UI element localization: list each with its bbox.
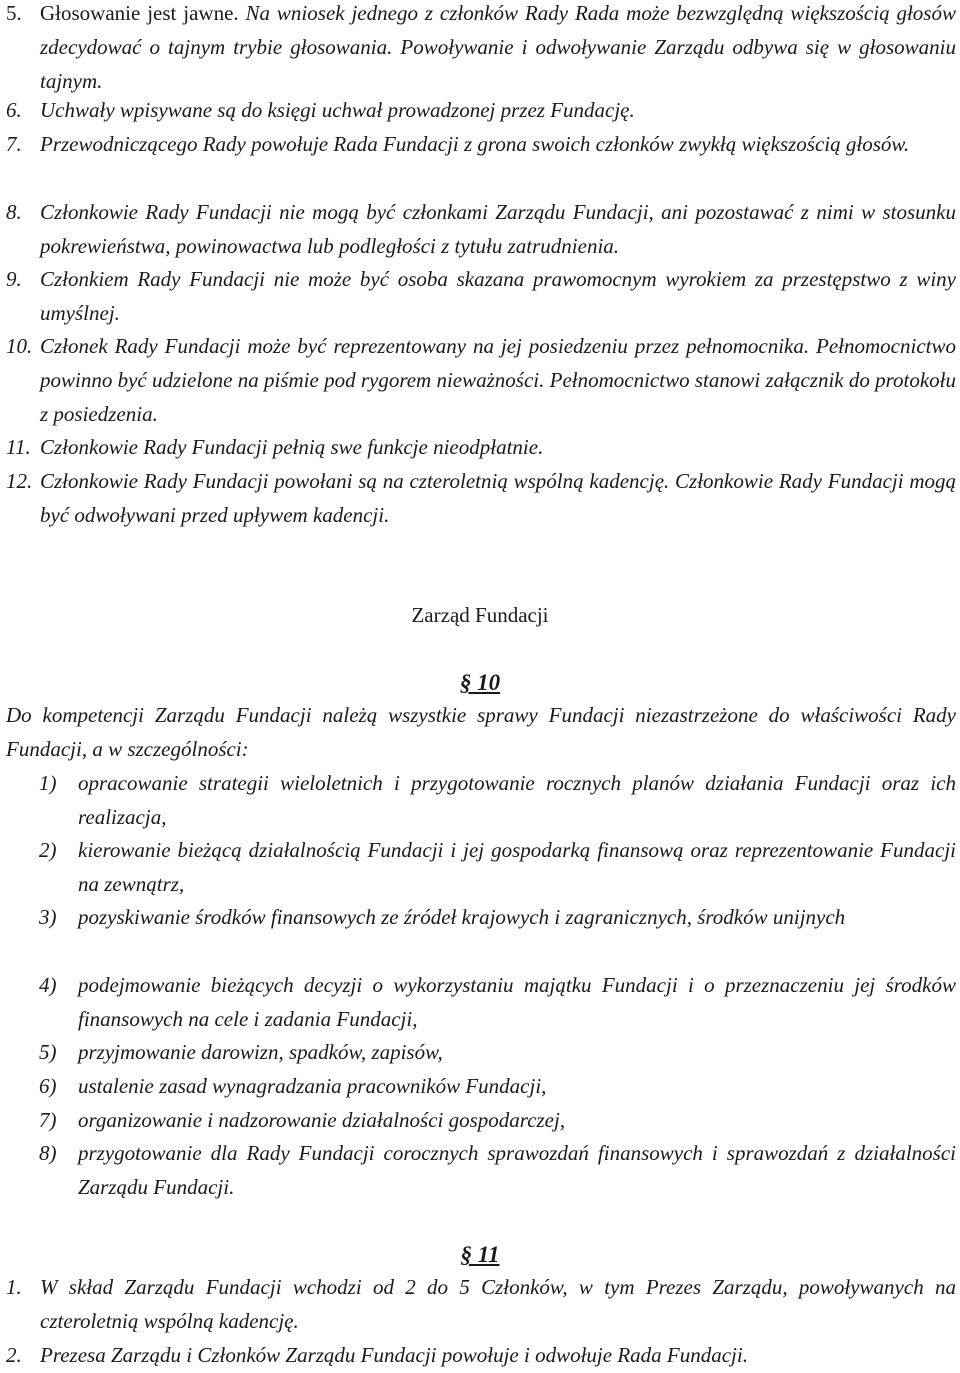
list-item-text: kierowanie bieżącą działalnością Fundacji i jej gospodarką finansową oraz reprezentowanie Fundacji na zewnątrz, bbox=[78, 838, 956, 896]
paragraph-10 bbox=[6, 330, 956, 431]
section-10-intro bbox=[6, 699, 956, 767]
section-heading: Zarząd Fundacji bbox=[411, 603, 549, 627]
list-item bbox=[6, 969, 956, 1037]
paragraph-7 bbox=[6, 128, 956, 162]
list-item-text: ustalenie zasad wynagradzania pracowników Fundacji, bbox=[78, 1074, 547, 1098]
paragraph-text: Głosowanie jest jawne. bbox=[40, 1, 246, 25]
paragraph-text-italic: Na wniosek jednego z członków Rady Rada może bezwzględną większością głosów zdecydować o tajnym trybie głosowania. bbox=[40, 1, 956, 59]
list-item-text: podejmowanie bieżących decyzji o wykorzystaniu majątku Fundacji i o przeznaczeniu jej środków finansowych na cele i zadania Fundacji, bbox=[78, 973, 956, 1031]
section-number-11: § 11 bbox=[460, 1242, 500, 1267]
paragraph-text: Członkowie Rady Fundacji pełnią swe funkcje nieodpłatnie. bbox=[40, 435, 544, 459]
paragraph-number: 1. bbox=[6, 1275, 22, 1299]
section-11-point-2 bbox=[6, 1339, 956, 1373]
paragraph-text: Członkowie Rady Fundacji powołani są na czteroletnią wspólną kadencję. Członkowie Rady Fundacji mogą być odwoływani przed upływem kadencji. bbox=[40, 469, 956, 527]
paragraph-number: 11. bbox=[6, 435, 31, 459]
paragraph-number: 12. bbox=[6, 469, 33, 493]
list-item-number: 6) bbox=[39, 1074, 57, 1098]
list-item-number: 4) bbox=[39, 973, 57, 997]
list-item-number: 3) bbox=[39, 905, 57, 929]
paragraph-number: 5. bbox=[6, 1, 22, 25]
list-item-number: 7) bbox=[39, 1108, 57, 1132]
list-item-number: 8) bbox=[39, 1141, 57, 1165]
paragraph-number: 8. bbox=[6, 200, 22, 224]
paragraph-11 bbox=[6, 431, 956, 465]
paragraph-text: Uchwały wpisywane są do księgi uchwał prowadzonej przez Fundację. bbox=[40, 98, 635, 122]
paragraph-text: Do kompetencji Zarządu Fundacji należą wszystkie sprawy Fundacji niezastrzeżone do właściwości Rady Fundacji, a w szczególności: bbox=[6, 703, 956, 761]
list-item bbox=[6, 767, 956, 835]
paragraph-text: Członek Rady Fundacji może być reprezentowany na jej posiedzeniu przez pełnomocnika. Pełnomocnictwo powinno być udzielone na piśmie pod rygorem nieważności. Pełnomocnictwo stanowi załącznik do protokołu z posiedzenia. bbox=[40, 334, 956, 426]
list-item-number: 2) bbox=[39, 838, 57, 862]
list-item-number: 1) bbox=[39, 771, 57, 795]
list-item bbox=[6, 1137, 956, 1205]
list-item bbox=[6, 834, 956, 902]
list-item-text: organizowanie i nadzorowanie działalności gospodarczej, bbox=[78, 1108, 566, 1132]
list-item-text: pozyskiwanie środków finansowych ze źródeł krajowych i zagranicznych, środków unijnych bbox=[78, 905, 846, 929]
paragraph-6 bbox=[6, 94, 956, 128]
section-11-point-1 bbox=[6, 1271, 956, 1339]
paragraph-9 bbox=[6, 263, 956, 331]
list-item bbox=[6, 1070, 956, 1104]
paragraph-text: Członkiem Rady Fundacji nie może być osoba skazana prawomocnym wyrokiem za przestępstwo z winy umyślnej. bbox=[40, 267, 956, 325]
paragraph-text-italic: Powoływanie i odwoływanie Zarządu odbywa się w głosowaniu tajnym. bbox=[40, 34, 956, 93]
list-item-text: przygotowanie dla Rady Fundacji corocznych sprawozdań finansowych i sprawozdań z działalności Zarządu Fundacji. bbox=[78, 1141, 956, 1199]
list-item bbox=[6, 901, 956, 935]
section-number-10: § 10 bbox=[459, 670, 501, 695]
paragraph-number: 6. bbox=[6, 98, 22, 122]
paragraph-text: W skład Zarządu Fundacji wchodzi od 2 do 5 Członków, w tym Prezes Zarządu, powoływanych na czteroletnią wspólną kadencję. bbox=[40, 1275, 956, 1333]
paragraph-number: 10. bbox=[6, 334, 33, 358]
list-item bbox=[6, 1104, 956, 1138]
list-item-number: 5) bbox=[39, 1040, 57, 1064]
paragraph-8 bbox=[6, 196, 956, 264]
paragraph-12 bbox=[6, 465, 956, 533]
paragraph-number: 2. bbox=[6, 1343, 22, 1367]
list-item-text: opracowanie strategii wieloletnich i przygotowanie rocznych planów działania Fundacji oraz ich realizacja, bbox=[78, 771, 956, 829]
paragraph-text: Przewodniczącego Rady powołuje Rada Fundacji z grona swoich członków zwykłą większością głosów. bbox=[40, 132, 910, 156]
list-item-text: przyjmowanie darowizn, spadków, zapisów, bbox=[78, 1040, 443, 1064]
paragraph-number: 9. bbox=[6, 267, 22, 291]
paragraph-number: 7. bbox=[6, 132, 22, 156]
paragraph-text: Prezesa Zarządu i Członków Zarządu Fundacji powołuje i odwołuje Rada Fundacji. bbox=[40, 1343, 748, 1367]
paragraph-5 bbox=[6, 0, 956, 98]
list-item bbox=[6, 1036, 956, 1070]
paragraph-text: Członkowie Rady Fundacji nie mogą być członkami Zarządu Fundacji, ani pozostawać z nimi w stosunku pokrewieństwa, powinowactwa lub podległości z tytułu zatrudnienia. bbox=[40, 200, 956, 258]
